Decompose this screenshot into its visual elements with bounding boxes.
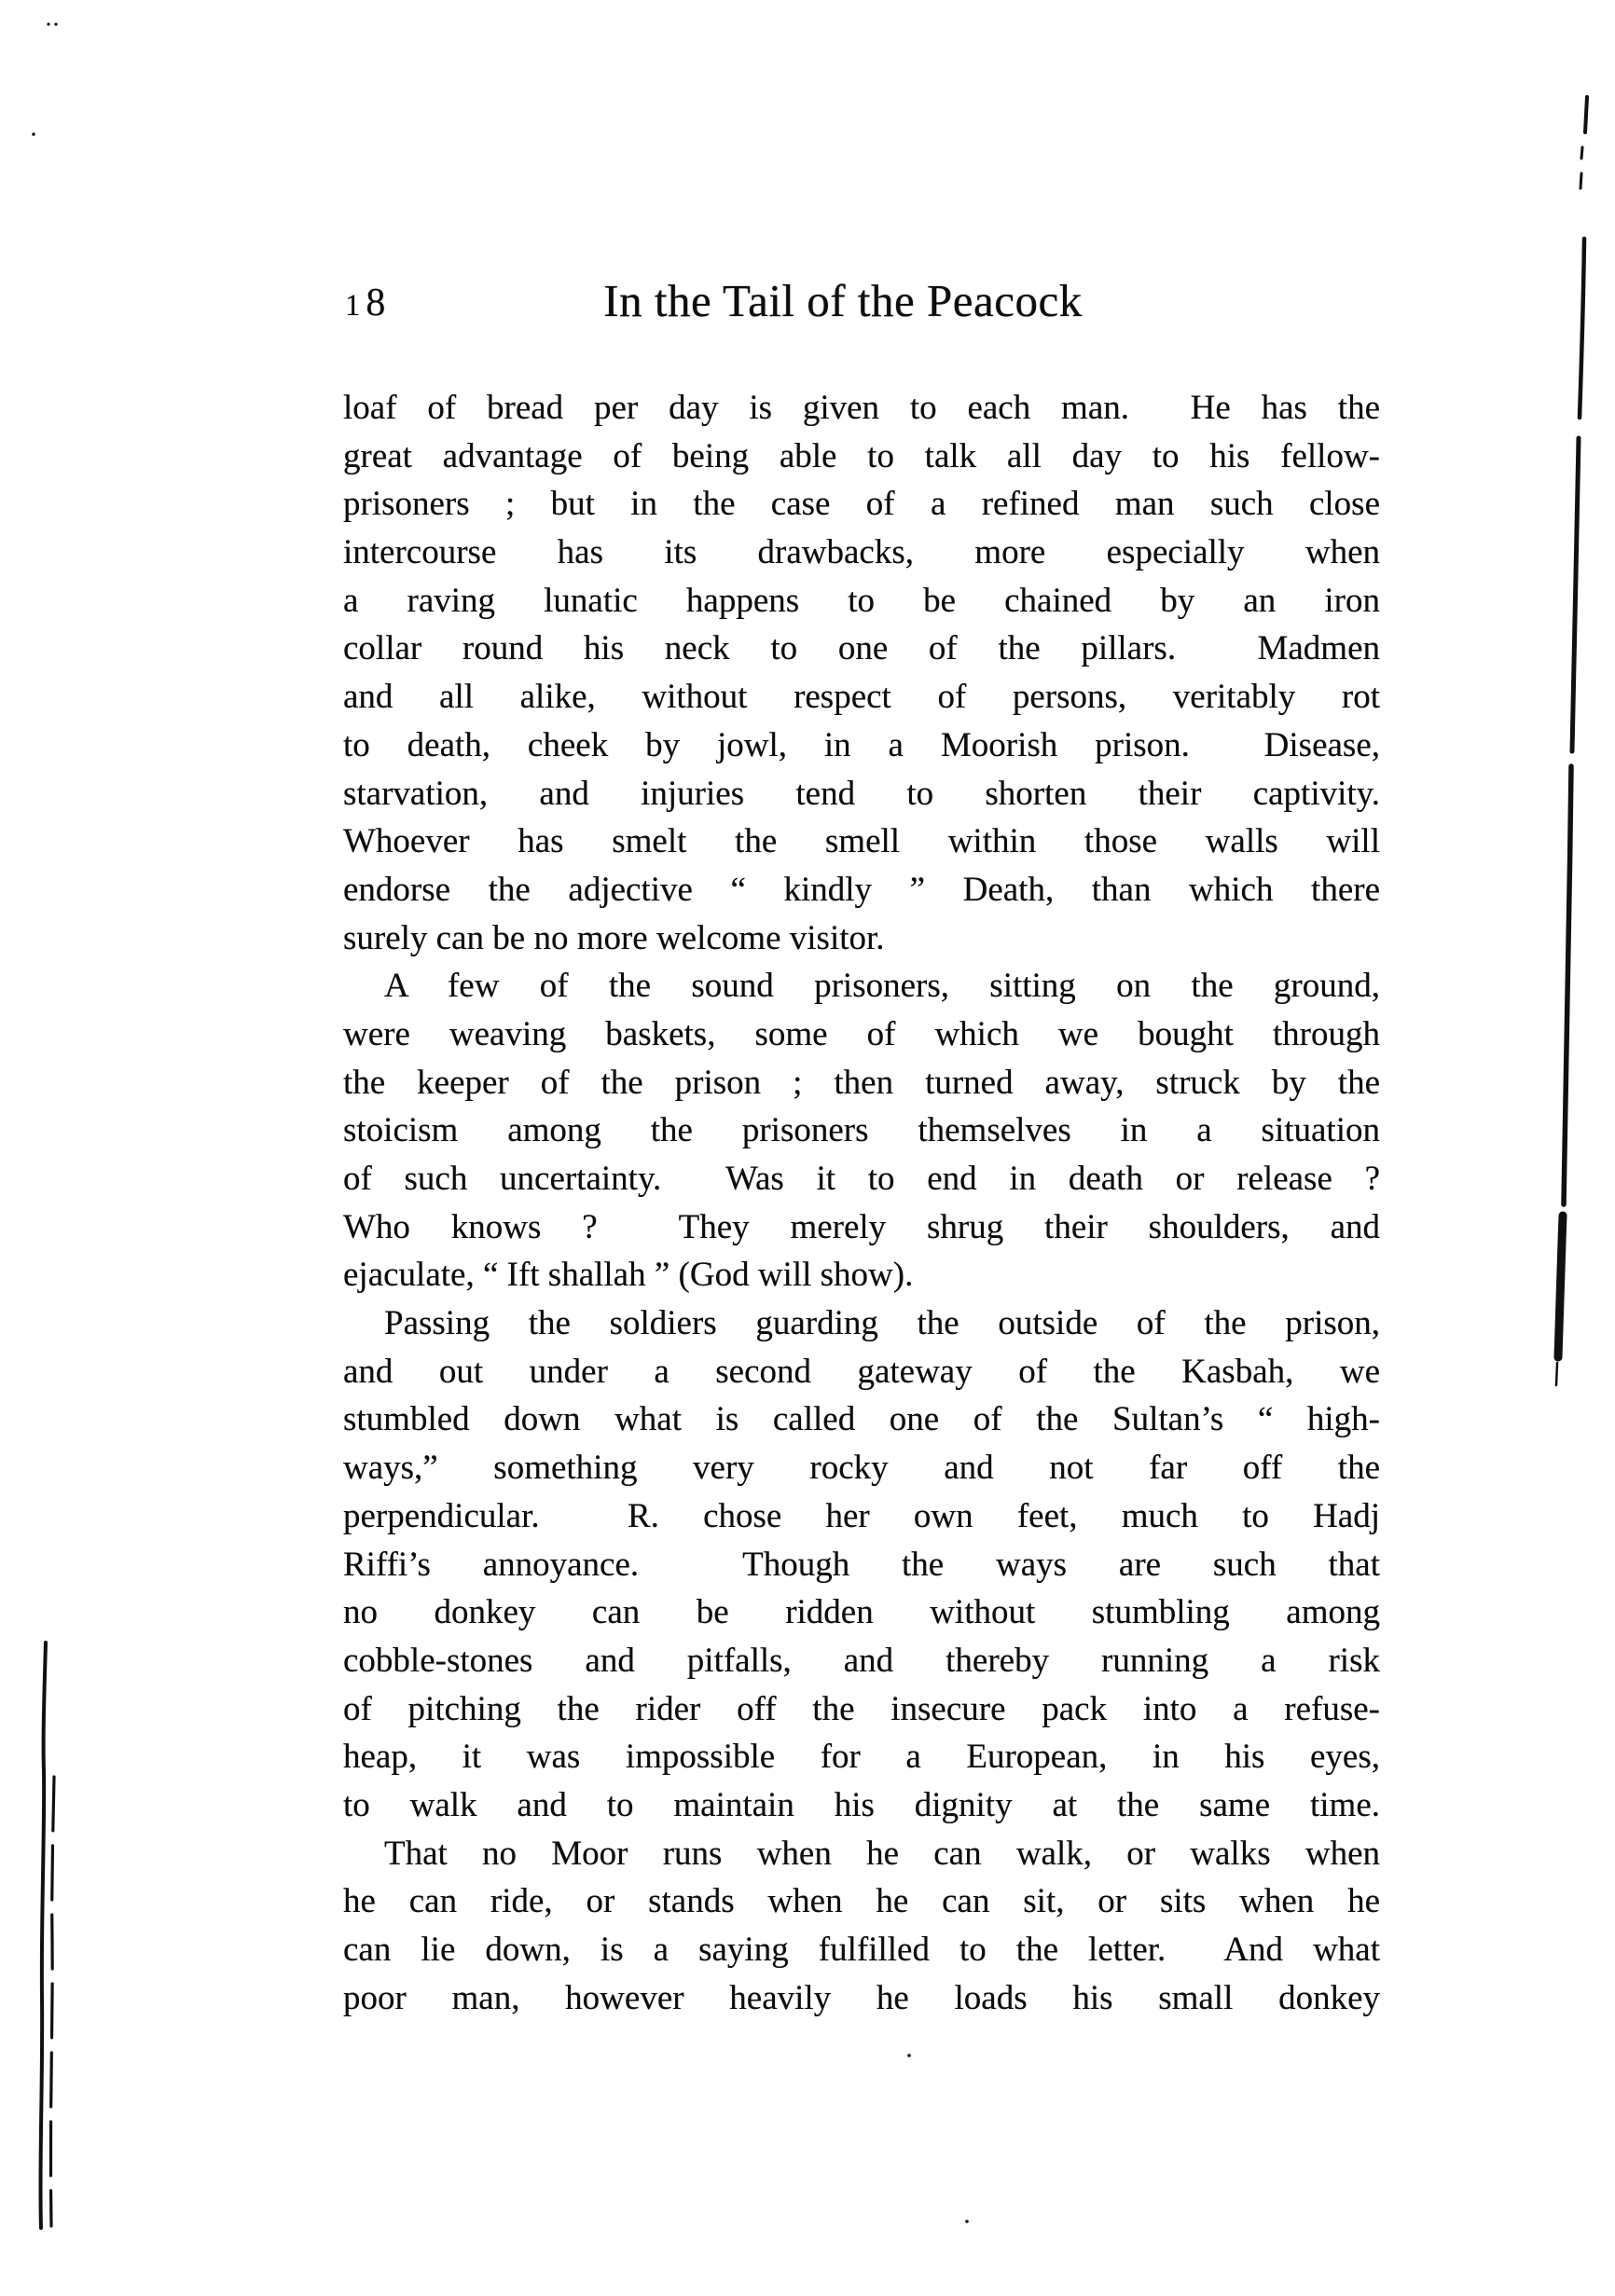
text-line: starvation, and injuries tend to shorten their captivity.	[343, 774, 1380, 813]
text-line: of pitching the rider off the insecure pack into a refuse-	[343, 1689, 1380, 1728]
text-line: no donkey can be ridden without stumbling among	[343, 1593, 1380, 1632]
text-line: he can ride, or stands when he can sit, or sits when he	[343, 1882, 1380, 1921]
text-line: Who knows ? They merely shrug their shoulders, and	[343, 1207, 1380, 1246]
paragraph	[343, 1830, 1380, 2023]
page-body-text	[343, 384, 1380, 2022]
page-number: 18	[345, 282, 392, 324]
left-margin-scan-line	[40, 1643, 54, 2228]
text-line: and out under a second gateway of the Kasbah, we	[343, 1352, 1380, 1391]
paragraph	[343, 1299, 1380, 1830]
page-title: In the Tail of the Peacock	[603, 275, 1083, 326]
text-line: stoicism among the prisoners themselves in a situation	[343, 1111, 1380, 1150]
text-line: to walk and to maintain his dignity at the same time.	[343, 1785, 1380, 1824]
text-line: surely can be no more welcome visitor.	[343, 918, 885, 957]
text-line: intercourse has its drawbacks, more especially when	[343, 533, 1380, 572]
text-line: collar round his neck to one of the pillars. Madmen	[343, 629, 1380, 668]
text-line: great advantage of being able to talk all day to his fellow-	[343, 436, 1380, 475]
text-line: endorse the adjective “ kindly ” Death, than which there	[343, 870, 1380, 909]
text-line: perpendicular. R. chose her own feet, much to Hadj	[343, 1496, 1380, 1535]
text-line: the keeper of the prison ; then turned away, struck by the	[343, 1063, 1380, 1102]
right-margin-scan-line	[1556, 97, 1587, 1385]
text-line: ejaculate, “ Ift shallah ” (God will show).	[343, 1256, 914, 1295]
text-line: A few of the sound prisoners, sitting on the ground,	[384, 967, 1380, 1006]
text-line: Passing the soldiers guarding the outside of the prison,	[384, 1304, 1380, 1343]
text-line: Whoever has smelt the smell within those walls will	[343, 822, 1380, 861]
page-header	[343, 270, 1380, 336]
text-line: That no Moor runs when he can walk, or walks when	[384, 1834, 1380, 1873]
text-line: to death, cheek by jowl, in a Moorish prison. Disease,	[343, 725, 1380, 764]
text-line: of such uncertainty. Was it to end in death or release ?	[343, 1160, 1380, 1198]
text-line: ways,” something very rocky and not far off the	[343, 1449, 1380, 1488]
text-line: cobble-stones and pitfalls, and thereby running a risk	[343, 1641, 1380, 1680]
text-line: a raving lunatic happens to be chained by an iron	[343, 581, 1380, 620]
paragraph	[343, 384, 1380, 962]
text-line: can lie down, is a saying fulfilled to the letter. And what	[343, 1931, 1380, 1969]
text-line: prisoners ; but in the case of a refined man such close	[343, 485, 1380, 524]
paragraph	[343, 962, 1380, 1299]
text-line: were weaving baskets, some of which we bought through	[343, 1014, 1380, 1053]
text-line: heap, it was impossible for a European, in his eyes,	[343, 1738, 1380, 1777]
text-line: and all alike, without respect of persons, veritably rot	[343, 678, 1380, 717]
text-line: stumbled down what is called one of the Sultan’s “ high-	[343, 1400, 1380, 1439]
text-line: poor man, however heavily he loads his small donkey	[343, 1978, 1380, 2017]
text-line: Riffi’s annoyance. Though the ways are such that	[343, 1545, 1380, 1584]
text-line: loaf of bread per day is given to each man. He has the	[343, 389, 1380, 427]
